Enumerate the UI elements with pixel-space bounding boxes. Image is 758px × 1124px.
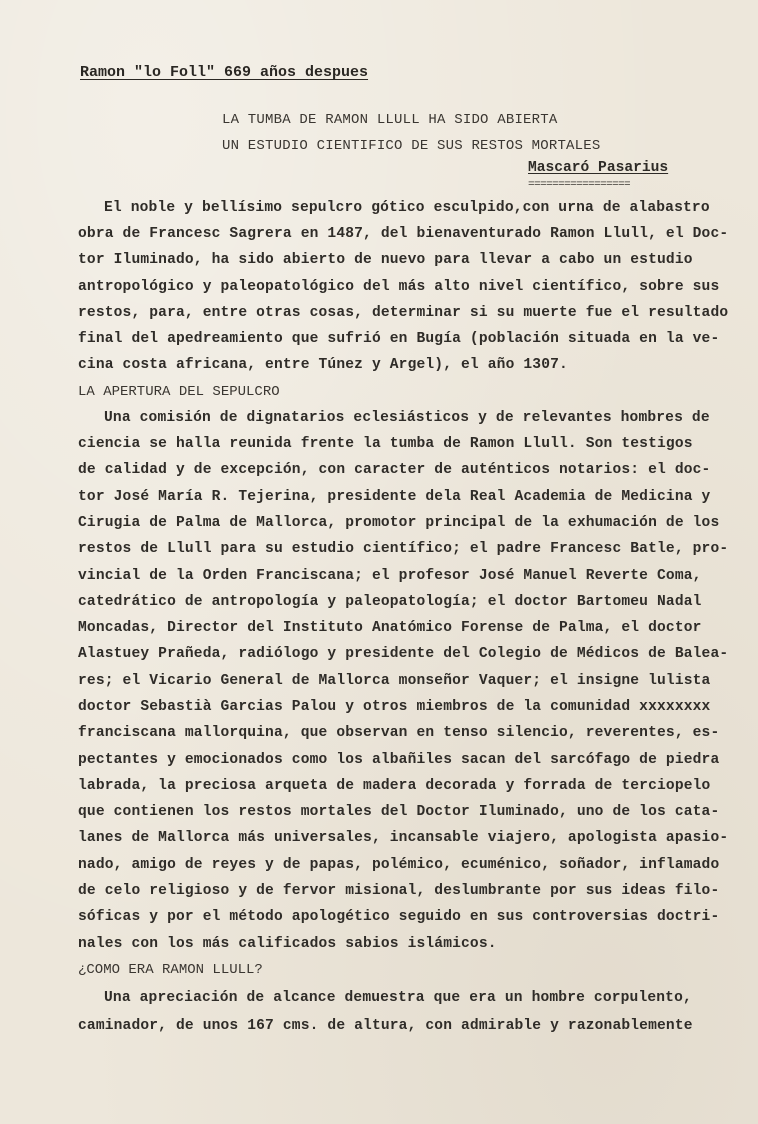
paragraph2-line: lanes de Mallorca más universales, incansable viajero, apologista apasio-: [78, 830, 729, 846]
author-name: Mascaró Pasarius: [528, 160, 669, 176]
paragraph1-line: El noble y bellísimo sepulcro gótico esculpido,con urna de alabastro: [104, 200, 710, 216]
paragraph2-line: tor José María R. Tejerina, presidente dela Real Academia de Medicina y: [78, 489, 711, 505]
paragraph2-line: catedrático de antropología y paleopatología; el doctor Bartomeu Nadal: [78, 594, 702, 610]
paragraph1-line: final del apedreamiento que sufrió en Bugía (población situada en la ve-: [78, 331, 720, 347]
paragraph3-line: caminador, de unos 167 cms. de altura, con admirable y razonablemente: [78, 1018, 693, 1034]
section-heading-como-era: ¿COMO ERA RAMON LLULL?: [78, 962, 263, 978]
paragraph3-line: Una apreciación de alcance demuestra que era un hombre corpulento,: [104, 990, 692, 1006]
paragraph1-line: cina costa africana, entre Túnez y Argel), el año 1307.: [78, 357, 568, 373]
paragraph2-line: nado, amigo de reyes y de papas, polémico, ecuménico, soñador, inflamado: [78, 857, 720, 873]
paragraph1-line: obra de Francesc Sagrera en 1487, del bienaventurado Ramon Llull, el Doc-: [78, 226, 729, 242]
page-header: Ramon "lo Foll" 669 años despues: [80, 64, 369, 81]
paragraph2-line: Moncadas, Director del Instituto Anatómico Forense de Palma, el doctor: [78, 620, 702, 636]
paragraph2-line: Alastuey Prañeda, radiólogo y presidente del Colegio de Médicos de Balea-: [78, 646, 729, 662]
section-heading-apertura: LA APERTURA DEL SEPULCRO: [78, 384, 280, 400]
paragraph2-line: que contienen los restos mortales del Doctor Iluminado, uno de los cata-: [78, 804, 720, 820]
paragraph1-line: antropológico y paleopatológico del más alto nivel científico, sobre sus: [78, 279, 720, 295]
paragraph2-line: pectantes y emocionados como los albañiles sacan del sarcófago de piedra: [78, 752, 720, 768]
paragraph2-line: de celo religioso y de fervor misional, deslumbrante por sus ideas filo-: [78, 883, 720, 899]
paragraph2-line: Cirugia de Palma de Mallorca, promotor principal de la exhumación de los: [78, 515, 720, 531]
paragraph2-line: Una comisión de dignatarios eclesiásticos y de relevantes hombres de: [104, 410, 710, 426]
paragraph1-line: tor Iluminado, ha sido abierto de nuevo para llevar a cabo un estudio: [78, 252, 693, 268]
paragraph2-line: res; el Vicario General de Mallorca monseñor Vaquer; el insigne lulista: [78, 673, 711, 689]
paragraph2-line: doctor Sebastià Garcias Palou y otros miembros de la comunidad xxxxxxxx: [78, 699, 711, 715]
paragraph2-line: de calidad y de excepción, con caracter de auténticos notarios: el doc-: [78, 462, 711, 478]
title-line-2: UN ESTUDIO CIENTIFICO DE SUS RESTOS MORTALES: [222, 138, 601, 154]
paragraph2-line: vincial de la Orden Franciscana; el profesor José Manuel Reverte Coma,: [78, 568, 702, 584]
paragraph2-line: restos de Llull para su estudio científico; el padre Francesc Batle, pro-: [78, 541, 729, 557]
paragraph2-line: nales con los más calificados sabios islámicos.: [78, 936, 497, 952]
paragraph2-line: ciencia se halla reunida frente la tumba de Ramon Llull. Son testigos: [78, 436, 693, 452]
title-line-1: LA TUMBA DE RAMON LLULL HA SIDO ABIERTA: [222, 112, 558, 128]
paragraph1-line: restos, para, entre otras cosas, determinar si su muerte fue el resultado: [78, 305, 729, 321]
paragraph2-line: sóficas y por el método apologético seguido en sus controversias doctri-: [78, 909, 720, 925]
paragraph2-line: labrada, la preciosa arqueta de madera decorada y forrada de terciopelo: [78, 778, 711, 794]
author-double-rule: =================: [528, 179, 631, 191]
paragraph2-line: franciscana mallorquina, que observan en tenso silencio, reverentes, es-: [78, 725, 720, 741]
